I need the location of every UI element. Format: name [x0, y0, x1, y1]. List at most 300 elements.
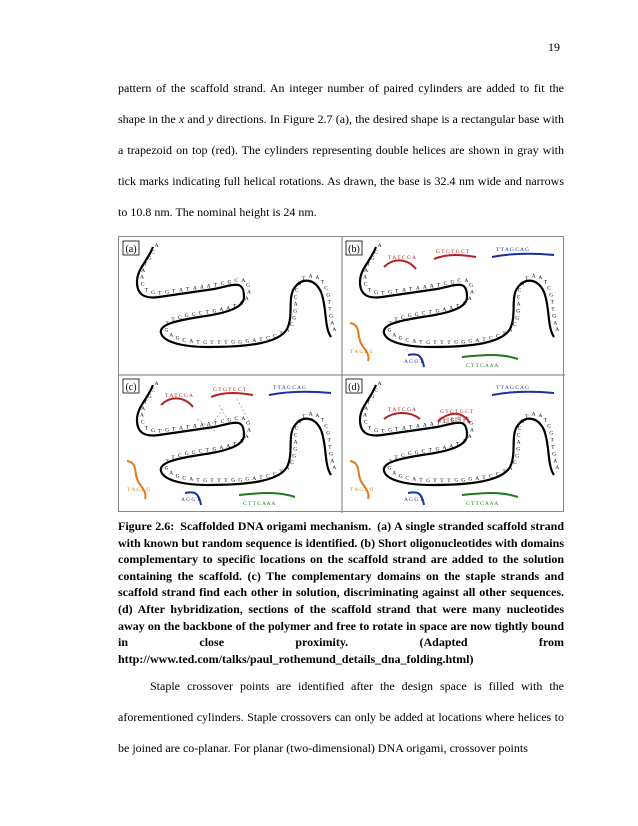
scaffold-base: T	[165, 320, 169, 327]
scaffold-base: T	[543, 279, 548, 286]
staple-green	[462, 493, 518, 497]
scaffold-base: A	[442, 307, 447, 314]
scaffold-base: C	[547, 285, 551, 292]
scaffold-base: G	[297, 281, 302, 288]
scaffold-base: G	[435, 308, 440, 315]
scaffold-base: G	[414, 449, 419, 456]
scaffold-base: C	[516, 432, 521, 439]
scaffold-base: A	[475, 337, 480, 344]
scaffold-base: A	[429, 283, 434, 290]
staple-orange	[127, 461, 146, 499]
scaffold-base: G	[516, 446, 521, 453]
scaffold-base: T	[419, 477, 423, 484]
scaffold-base: A	[199, 284, 204, 291]
scaffold-base: G	[326, 430, 331, 437]
scaffold-base: G	[329, 313, 334, 320]
scaffold-base: A	[412, 338, 417, 345]
scaffold-base: C	[177, 452, 182, 459]
scaffold-base: A	[553, 458, 558, 465]
staple-orange	[350, 323, 369, 361]
scaffold-base: G	[203, 339, 208, 346]
scaffold-base: G	[191, 311, 196, 318]
scaffold-base: G	[238, 477, 243, 484]
scaffold-base: C	[182, 337, 186, 344]
scaffold-base: T	[455, 303, 460, 310]
scaffold-base: C	[489, 473, 493, 480]
scaffold-base: G	[450, 417, 455, 424]
scaffold-base: T	[259, 474, 263, 481]
scaffold-base: T	[381, 290, 385, 297]
staple-green-sequence: C T T C A A A	[466, 501, 499, 507]
scaffold-base: G	[184, 451, 189, 458]
scaffold-base: G	[468, 338, 473, 345]
scaffold-base: C	[324, 285, 328, 292]
scaffold-base: C	[421, 448, 426, 455]
scaffold-base: T	[302, 414, 306, 421]
scaffold-base: A	[189, 476, 194, 483]
scaffold-base: G	[165, 289, 170, 296]
scaffold-base: A	[241, 415, 246, 422]
scaffold-base: G	[329, 451, 334, 458]
panel-label: (c)	[125, 382, 137, 393]
scaffold-base: C	[443, 419, 448, 426]
scaffold-base: G	[407, 451, 412, 458]
staple-green-sequence: C T T C A A A	[466, 363, 499, 369]
scaffold-base: A	[538, 413, 543, 420]
scaffold-base: A	[516, 439, 521, 446]
panel-d	[346, 379, 559, 507]
scaffold-base: C	[151, 387, 155, 394]
scaffold-base: G	[469, 420, 474, 427]
scaffold-base: A	[199, 422, 204, 429]
staple-red-2-sequence: G T G T G C T	[440, 409, 474, 415]
staple-blue-bottom-sequence: A G G T	[404, 497, 423, 503]
scaffold-base: T	[394, 317, 398, 324]
scaffold-base: A	[469, 289, 474, 296]
scaffold-base: C	[294, 425, 299, 432]
scaffold-base: T	[440, 477, 444, 484]
scaffold-base: T	[185, 424, 190, 431]
scaffold-base: T	[210, 477, 214, 484]
scaffold-base: T	[217, 477, 221, 484]
scaffold-base: G	[461, 339, 466, 346]
scaffold-base: T	[502, 331, 506, 338]
scaffold-base: C	[293, 294, 298, 301]
scaffold-base: A	[293, 301, 298, 308]
scaffold-base: T	[205, 309, 209, 316]
scaffold-base: A	[449, 305, 454, 312]
scaffold-base: G	[246, 420, 251, 427]
scaffold-base: T	[185, 286, 190, 293]
scaffold-base: T	[172, 426, 176, 433]
scaffold-base: A	[516, 301, 521, 308]
scaffold-base: G	[552, 451, 557, 458]
scaffold-base: A	[178, 287, 183, 294]
scaffold-base: G	[388, 427, 393, 434]
scaffold-base: G	[388, 289, 393, 296]
scaffold-base: T	[158, 290, 162, 297]
scaffold-base: T	[196, 339, 200, 346]
scaffold-base: T	[232, 303, 237, 310]
scaffold-base: C	[457, 278, 462, 285]
scaffold-base: C	[374, 249, 378, 256]
scaffold-base: C	[140, 281, 145, 288]
scaffold-base: G	[387, 465, 392, 472]
scaffold-base: T	[143, 399, 148, 406]
scaffold-base: A	[429, 421, 434, 428]
scaffold-base: G	[407, 313, 412, 320]
staple-orange-sequence: T A G A G	[350, 487, 374, 493]
scaffold-base: T	[525, 414, 529, 421]
scaffold-base: A	[422, 284, 427, 291]
staple-blue-top-sequence: T T A G C A G	[496, 385, 530, 391]
scaffold-base: A	[246, 427, 251, 434]
scaffold-base: A	[442, 445, 447, 452]
scaffold-base: C	[363, 281, 368, 288]
scaffold-base: A	[192, 285, 197, 292]
scaffold-base: A	[363, 412, 367, 419]
scaffold-base: T	[224, 477, 228, 484]
scaffold-base: C	[272, 471, 277, 478]
scaffold-base: G	[520, 419, 525, 426]
staple-red-2	[211, 393, 253, 397]
scaffold-base: G	[374, 428, 379, 435]
scaffold-base: G	[245, 338, 250, 345]
scaffold-base: C	[234, 278, 239, 285]
scaffold-base: T	[447, 477, 451, 484]
scaffold-base: T	[550, 437, 554, 444]
scaffold-base: T	[408, 286, 413, 293]
scaffold-base: C	[405, 337, 409, 344]
scaffold-base: T	[213, 420, 218, 427]
scaffold-base: C	[272, 333, 277, 340]
scaffold-base: A	[330, 458, 335, 465]
scaffold-base: C	[182, 475, 186, 482]
scaffold-base: T	[144, 425, 149, 432]
scaffold-base: A	[469, 427, 474, 434]
staple-red-1-sequence: T A T C G A	[388, 407, 416, 413]
scaffold-base: T	[551, 306, 555, 313]
scaffold-base: G	[245, 476, 250, 483]
scaffold-base: G	[426, 477, 431, 484]
scaffold-base: A	[464, 277, 469, 284]
scaffold-base: C	[374, 387, 378, 394]
scaffold-base: A	[141, 405, 146, 412]
scaffold-base: C	[405, 475, 409, 482]
scaffold-base: T	[171, 317, 175, 324]
scaffold-base: A	[531, 273, 536, 280]
scaffold-base: G	[326, 292, 331, 299]
scaffold-base: C	[294, 287, 299, 294]
scaffold-base: C	[363, 419, 368, 426]
scaffold-base: T	[217, 339, 221, 346]
scaffold-base: G	[212, 446, 217, 453]
scaffold-base: A	[285, 327, 290, 334]
staple-red-2	[434, 255, 476, 259]
scaffold-base: G	[516, 308, 521, 315]
scaffold-base: T	[158, 428, 162, 435]
scaffold-base: C	[234, 416, 239, 423]
staple-red-2-sequence: G T G T G C T	[436, 249, 470, 255]
scaffold-base: A	[330, 320, 335, 327]
scaffold-base: G	[212, 308, 217, 315]
scaffold-base: T	[388, 320, 392, 327]
scaffold-base: G	[147, 255, 152, 262]
scaffold-base: T	[447, 339, 451, 346]
scaffold-base: G	[398, 335, 403, 342]
scaffold-base: G	[515, 453, 520, 460]
scaffold-base: T	[550, 299, 554, 306]
scaffold-base: T	[482, 474, 486, 481]
scaffold-base: A	[402, 287, 406, 294]
scaffold-base: A	[538, 275, 543, 282]
scaffold-base: A	[415, 423, 420, 430]
scaffold-base: A	[467, 296, 472, 303]
scaffold-base: A	[377, 243, 382, 250]
staple-blue-bottom-sequence: A G G T	[181, 497, 200, 503]
scaffold-base: G	[468, 476, 473, 483]
staple-green	[239, 493, 295, 497]
scaffold-base: A	[226, 305, 231, 312]
scaffold-base: A	[464, 415, 469, 422]
panel-label: (b)	[348, 244, 360, 255]
scaffold-base: A	[415, 285, 420, 292]
scaffold-base: C	[198, 448, 203, 455]
scaffold-base: C	[457, 416, 462, 423]
scaffold-base: A	[219, 445, 224, 452]
scaffold-base: A	[315, 275, 320, 282]
panel-label: (a)	[125, 244, 137, 255]
scaffold-base: A	[140, 274, 144, 281]
scaffold-base: T	[320, 417, 325, 424]
scaffold-base: C	[293, 432, 298, 439]
scaffold-base: T	[232, 441, 237, 448]
scaffold-base: T	[428, 447, 432, 454]
scaffold-base: A	[252, 475, 257, 482]
scaffold-base: A	[332, 464, 337, 471]
scaffold-base: G	[227, 417, 232, 424]
scaffold-base: G	[164, 465, 169, 472]
scaffold-base: A	[449, 443, 454, 450]
scaffold-base: A	[555, 464, 560, 471]
staple-orange	[350, 461, 369, 499]
scaffold-base: T	[525, 276, 529, 283]
scaffold-base: T	[394, 455, 398, 462]
scaffold-base: A	[189, 338, 194, 345]
scaffold-base: A	[412, 476, 417, 483]
scaffold-base: A	[239, 438, 244, 445]
scaffold-base: G	[231, 339, 236, 346]
scaffold-base: A	[154, 243, 159, 250]
scaffold-base: G	[184, 313, 189, 320]
scaffold-base: A	[308, 273, 313, 280]
staple-orange-sequence: T A G A G	[350, 349, 374, 355]
scaffold-base: C	[547, 423, 551, 430]
scaffold-base: G	[293, 446, 298, 453]
scaffold-base: A	[364, 267, 369, 274]
scaffold-base: A	[508, 465, 513, 472]
scaffold-base: G	[414, 311, 419, 318]
panel-b	[346, 241, 559, 369]
scaffold-base: C	[517, 287, 522, 294]
scaffold-base: T	[367, 425, 372, 432]
scaffold-base: A	[154, 381, 159, 388]
scaffold-base: C	[495, 333, 500, 340]
scaffold-base: T	[436, 282, 441, 289]
scaffold-base: T	[388, 458, 392, 465]
scaffold-base: C	[289, 322, 294, 329]
scaffold-base: G	[370, 255, 375, 262]
scaffold-base: A	[332, 326, 337, 333]
scaffold-base: A	[252, 337, 257, 344]
scaffold-base: T	[210, 339, 214, 346]
scaffold-base: G	[454, 477, 459, 484]
scaffold-base: G	[246, 282, 251, 289]
scaffold-base: G	[549, 292, 554, 299]
scaffold-base: T	[366, 399, 371, 406]
panel-label: (d)	[348, 382, 360, 393]
scaffold-base: A	[206, 283, 211, 290]
scaffold-base: G	[165, 427, 170, 434]
scaffold-base: C	[421, 310, 426, 317]
scaffold-base: A	[241, 277, 246, 284]
scaffold-base: G	[238, 339, 243, 346]
scaffold-base: C	[266, 473, 270, 480]
scaffold-base: T	[381, 428, 385, 435]
scaffold-base: G	[203, 477, 208, 484]
scaffold-base: T	[327, 437, 331, 444]
intro-paragraph: pattern of the scaffold strand. An integer number of paired cylinders are added to fit the shape in the x and y directions. In Figure 2.7 (a), the desired shape is a rectangular base with a trapezoid on top (red). The cylinders representing double helices are shown in gray with tick marks indicating full helical rotations. As drawn, the base is 32.4 nm wide and narrows to 10.8 nm. The nominal height is 24 nm.	[118, 81, 564, 219]
scaffold-base: A	[244, 434, 249, 441]
staple-blue-top	[492, 392, 554, 395]
staple-red-1	[161, 398, 193, 407]
scaffold-base: A	[315, 413, 320, 420]
scaffold-base: A	[169, 332, 174, 339]
caption-label: Figure 2.6:	[118, 519, 175, 533]
scaffold-base: A	[475, 475, 480, 482]
staple-blue-top	[269, 392, 331, 395]
scaffold-base: T	[213, 282, 218, 289]
scaffold-base: T	[165, 458, 169, 465]
scaffold-base: A	[140, 412, 144, 419]
scaffold-base: C	[517, 425, 522, 432]
staple-blue-top	[492, 254, 554, 257]
scaffold-base: T	[395, 288, 399, 295]
scaffold-base: T	[224, 339, 228, 346]
scaffold-base: T	[502, 469, 506, 476]
scaffold-base: T	[144, 287, 149, 294]
scaffold-base: G	[175, 473, 180, 480]
scaffold-base: C	[220, 419, 225, 426]
scaffold-base: A	[363, 274, 367, 281]
figure-2-6	[118, 236, 564, 512]
scaffold-base: A	[402, 425, 406, 432]
scaffold-base: T	[367, 287, 372, 294]
scaffold-base: T	[172, 288, 176, 295]
scaffold-base: A	[462, 300, 467, 307]
scaffold-base: T	[196, 477, 200, 484]
scaffold-base: T	[143, 261, 148, 268]
scaffold-base: C	[198, 310, 203, 317]
scaffold-base: A	[422, 422, 427, 429]
scaffold-base: G	[450, 279, 455, 286]
scaffold-base: T	[436, 420, 441, 427]
scaffold-base: G	[515, 315, 520, 322]
scaffold-base: G	[374, 290, 379, 297]
scaffold-base: C	[151, 249, 155, 256]
scaffold-base: C	[324, 423, 328, 430]
staple-blue-top-sequence: T T A G C A G	[273, 385, 307, 391]
scaffold-base: A	[553, 320, 558, 327]
scaffold-base: C	[400, 314, 405, 321]
italic-x: x	[178, 112, 185, 126]
scaffold-base: A	[377, 381, 382, 388]
scaffold-base: C	[177, 314, 182, 321]
scaffold-base: T	[259, 336, 263, 343]
scaffold-base: A	[244, 296, 249, 303]
scaffold-base: T	[551, 444, 555, 451]
scaffold-base: G	[227, 279, 232, 286]
scaffold-base: T	[419, 339, 423, 346]
scaffold-base: T	[320, 279, 325, 286]
staple-red-2-sequence: G T G T G C T	[213, 387, 247, 393]
scaffold-base: G	[175, 335, 180, 342]
staple-red-1	[384, 413, 420, 419]
panel-a	[123, 241, 336, 347]
page-number: 19	[548, 40, 560, 54]
scaffold-base: C	[512, 460, 517, 467]
scaffold-base: A	[392, 332, 397, 339]
italic-y: y	[207, 112, 214, 126]
scaffold-base: T	[366, 261, 371, 268]
scaffold-base: C	[495, 471, 500, 478]
scaffold-base: G	[426, 339, 431, 346]
scaffold-base: G	[164, 327, 169, 334]
scaffold-base: T	[433, 339, 437, 346]
figure-caption	[118, 518, 564, 667]
scaffold-base: C	[289, 460, 294, 467]
scaffold-base: G	[461, 477, 466, 484]
scaffold-base: A	[364, 405, 369, 412]
scaffold-base: C	[489, 335, 493, 342]
staple-green	[462, 355, 518, 359]
scaffold-base: A	[392, 470, 397, 477]
staple-blue-bottom-sequence: A G G T	[404, 359, 423, 365]
scaffold-base: A	[192, 423, 197, 430]
scaffold-base: G	[231, 477, 236, 484]
scaffold-base: A	[169, 470, 174, 477]
scaffold-base: G	[293, 308, 298, 315]
caption-title: Scaffolded DNA origami mechanism.	[180, 519, 372, 533]
staple-green-sequence: C T T C A A A	[243, 501, 276, 507]
scaffold-base: G	[151, 428, 156, 435]
scaffold-base: G	[151, 290, 156, 297]
scaffold-base: A	[555, 326, 560, 333]
scaffold-base: A	[293, 439, 298, 446]
figure-svg	[119, 237, 565, 513]
staple-red-1-sequence: T A T C G A	[388, 255, 416, 261]
staple-red-1-sequence: T A T C G A	[165, 393, 193, 399]
scaffold-base: C	[140, 419, 145, 426]
scaffold-base: T	[395, 426, 399, 433]
scaffold-base: A	[141, 267, 146, 274]
scaffold-base: A	[467, 434, 472, 441]
scaffold-base: C	[516, 294, 521, 301]
scaffold-base: T	[455, 441, 460, 448]
scaffold-base: A	[239, 300, 244, 307]
scaffold-base: G	[191, 449, 196, 456]
scaffold-base: T	[171, 455, 175, 462]
